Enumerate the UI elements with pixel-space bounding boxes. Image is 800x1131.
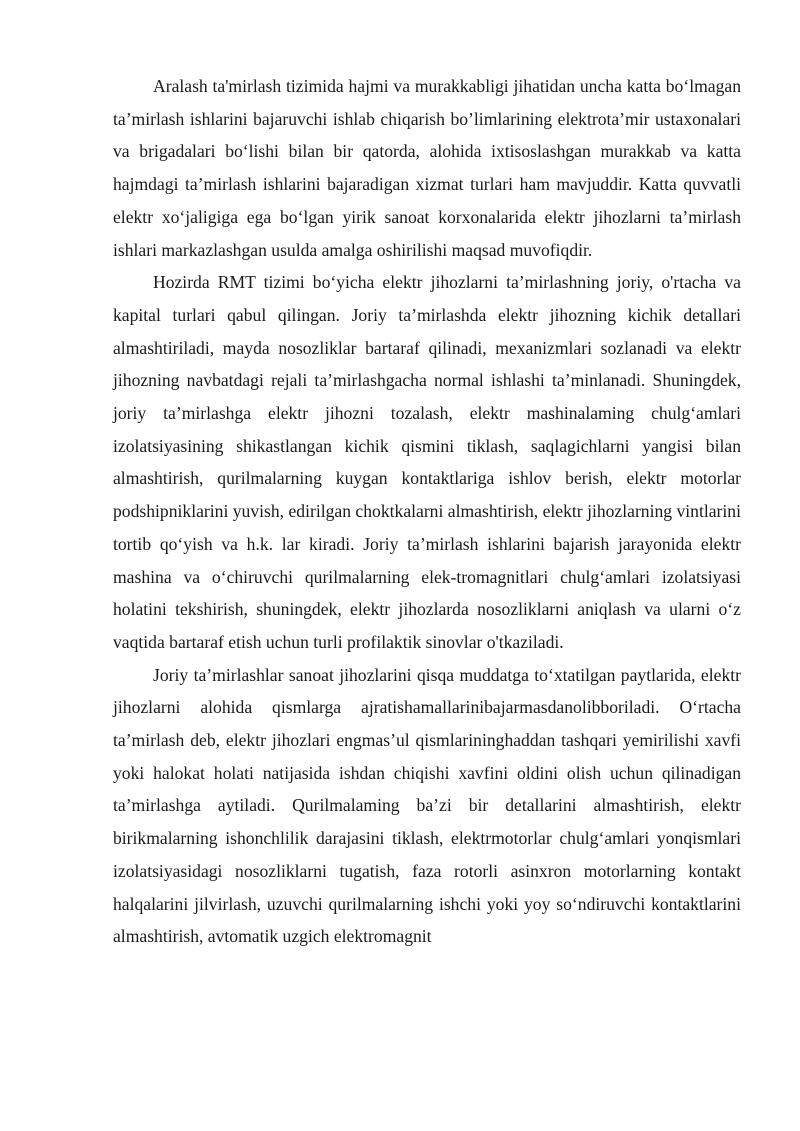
paragraph-2: Hozirda RMT tizimi bo‘yicha elektr jihozlarni ta’mirlashning joriy, o'rtacha va kapital turlari qabul qilingan. Joriy ta’mirlashda elektr jihozning kichik detallari almashtiriladi, mayda nosozliklar bartaraf qilinadi, mexanizmlari sozlanadi va elektr jihozning navbatdagi rejali ta’mirlashgacha normal ishlashi ta’minlanadi. Shuningdek, joriy ta’mirlashga elektr jihozni tozalash, elektr mashinalaming chulg‘amlari izolatsiyasining shikastlangan kichik qismini tiklash, saqlagichlarni yangisi bilan almashtirish, qurilmalarning kuygan kontaktlariga ishlov berish, elektr motorlar podshipniklarini yuvish, edirilgan choktkalarni almashtirish, elektr jihozlarning vintlarini tortib qo‘yish va h.k. lar kiradi. Joriy ta’mirlash ishlarini bajarish jarayonida elektr mashina va o‘chiruvchi qurilmalarning elek-tromagnitlari chulg‘amlari izolatsiyasi holatini tekshirish, shuningdek, elektr jihozlarda nosozliklarni aniqlash va ularni o‘z vaqtida bartaraf etish uchun turli profilaktik sinovlar o'tkaziladi. [113,272,741,652]
paragraph-3: Joriy ta’mirlashlar sanoat jihozlarini qisqa muddatga to‘xtatilgan paytlarida, elektr jihozlarni alohida qismlarga ajratishamallarinibajarmasdanolibboriladi. O‘rtacha ta’mirlash deb, elektr jihozlari engmas’ul qismlarininghaddan tashqari yemirilishi xavfi yoki halokat holati natijasida ishdan chiqishi xavfini oldini olish uchun qilinadigan ta’mirlashga aytiladi. Qurilmalaming ba’zi bir detallarini almashtirish, elektr birikmalarning ishonchlilik darajasini tiklash, elektrmotorlar chulg‘amlari yonqismlari izolatsiyasidagi nosozliklarni tugatish, faza rotorli asinxron motorlarning kontakt halqalarini jilvirlash, uzuvchi qurilmalarning ishchi yoki yoy so‘ndiruvchi kontaktlarini almashtirish, avtomatik uzgich elektromagnit [113,664,741,947]
paragraph-1: Aralash ta'mirlash tizimida hajmi va murakkabligi jihatidan uncha katta bo‘lmagan ta’mirlash ishlarini bajaruvchi ishlab chiqarish bo’limlarining elektrota’mir ustaxonalari va brigadalari bo‘lishi bilan bir qatorda, alohida ixtisoslashgan murakkab va katta hajmdagi ta’mirlash ishlarini bajaradigan xizmat turlari ham mavjuddir. Katta quvvatli elektr xo‘jaligiga ega bo‘lgan yirik sanoat korxonalarida elektr jihozlarni ta’mirlash ishlari markazlashgan usulda amalga oshirilishi maqsad muvofiqdir. [113,76,741,260]
body-text [113,70,741,953]
